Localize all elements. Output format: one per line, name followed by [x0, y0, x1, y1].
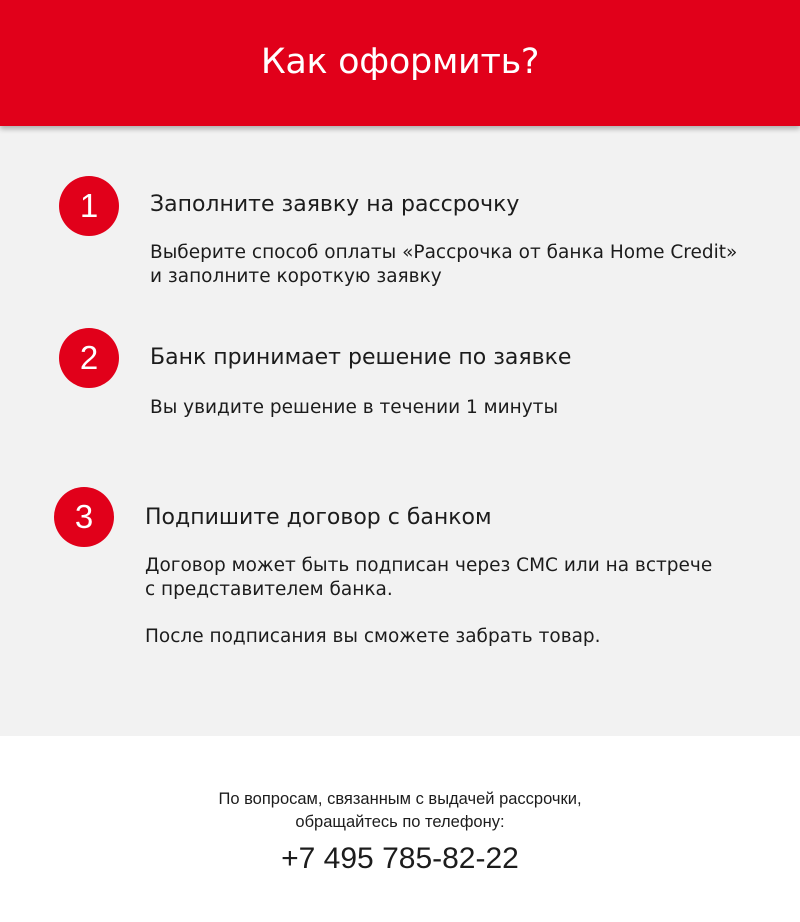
phone-number[interactable]: +7 495 785-82-22 [281, 842, 519, 875]
contact-note [0, 788, 800, 834]
step-number-badge: 3 [54, 487, 114, 547]
step-description-line: Договор может быть подписан через СМС или на встрече [145, 555, 713, 576]
page-title: Как оформить? [260, 42, 540, 82]
step-description [145, 554, 712, 602]
steps-panel [0, 126, 800, 736]
contact-footer [0, 736, 800, 922]
step-title: Заполните заявку на рассрочку [150, 192, 520, 217]
step-number-badge: 2 [59, 328, 119, 388]
step-description [150, 241, 737, 289]
contact-note-line: обращайтесь по телефону: [295, 813, 505, 831]
header-banner [0, 0, 800, 126]
step-title: Банк принимает решение по заявке [150, 345, 572, 370]
step-description-line: и заполните короткую заявку [150, 266, 442, 287]
step-description-line: Выберите способ оплаты «Рассрочка от банка Home Credit» [150, 242, 738, 263]
step-extra-note: После подписания вы сможете забрать товар. [145, 626, 601, 647]
step-description-line: Вы увидите решение в течении 1 минуты [150, 397, 559, 418]
contact-note-line: По вопросам, связанным с выдачей рассрочки, [218, 790, 582, 808]
step-number-badge: 1 [59, 176, 119, 236]
step-description-line: с представителем банка. [145, 579, 393, 600]
step-title: Подпишите договор с банком [145, 505, 492, 530]
step-description [150, 396, 558, 420]
